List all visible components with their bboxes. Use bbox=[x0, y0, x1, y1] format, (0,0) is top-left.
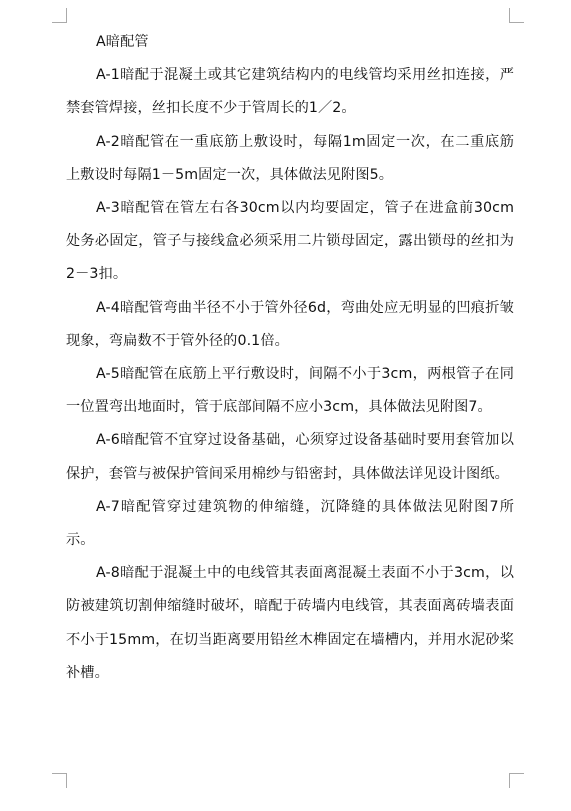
crop-mark-bottom-left bbox=[52, 773, 67, 788]
paragraph-a6: A-6暗配管不宜穿过设备基础，心须穿过设备基础时要用套管加以保护，套管与被保护管间采用棉纱与铅密封，具体做法详见设计图纸。 bbox=[66, 432, 514, 482]
section-heading: A暗配管 bbox=[96, 34, 149, 50]
paragraph-a2: A-2暗配管在一重底筋上敷设时，每隔1m固定一次，在二重底筋上敷设时每隔1－5m固定一次，具体做法见附图5。 bbox=[66, 133, 514, 183]
paragraph-a8: A-8暗配于混凝土中的电线管其表面离混凝土表面不小于3cm，以防被建筑切割伸缩缝时破坏，暗配于砖墙内电线管，其表面离砖墙表面不小于15mm，在切当距离要用铅丝木榫固定在墙槽内，并用水泥砂桨补槽。 bbox=[66, 565, 514, 681]
paragraph-a5: A-5暗配管在底筋上平行敷设时，间隔不小于3cm，两根管子在同一位置弯出地面时，管于底部间隔不应小3cm，具体做法见附图7。 bbox=[66, 366, 514, 416]
paragraph-a3: A-3暗配管在管左右各30cm以内均要固定，管子在进盒前30cm处务必固定，管子与接线盒必须采用二片锁母固定，露出锁母的丝扣为2－3扣。 bbox=[66, 200, 514, 283]
crop-mark-top-left bbox=[52, 8, 67, 23]
document-body bbox=[66, 26, 514, 690]
paragraph-a4: A-4暗配管弯曲半径不小于管外径6d，弯曲处应无明显的凹痕折皱现象，弯扁数不于管外径的0.1倍。 bbox=[66, 299, 514, 349]
crop-mark-top-right bbox=[509, 8, 524, 23]
paragraph-a7: A-7暗配管穿过建筑物的伸缩缝，沉降缝的具体做法见附图7所示。 bbox=[66, 498, 514, 549]
crop-mark-bottom-right bbox=[509, 773, 524, 788]
paragraph-a1: A-1暗配于混凝土或其它建筑结构内的电线管均采用丝扣连接，严禁套管焊接，丝扣长度不少于管周长的1／2。 bbox=[66, 67, 514, 117]
